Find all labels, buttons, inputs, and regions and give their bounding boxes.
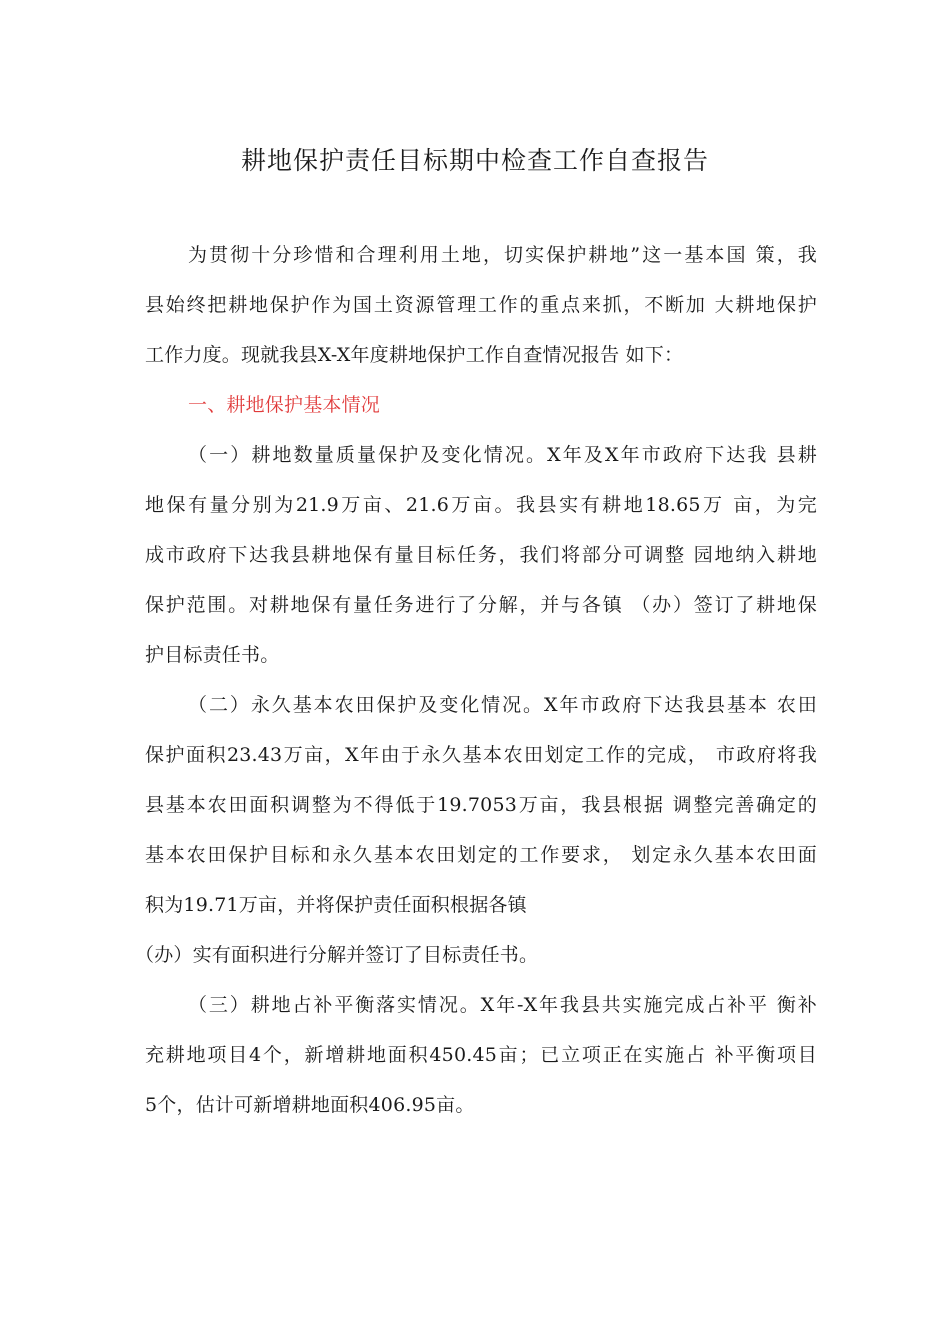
- paragraph-line: 保护范围。对耕地保有量任务进行了分解，并与各镇 （办）签订了耕地保: [145, 594, 817, 616]
- paragraph-line: 工作力度。现就我县X-X年度耕地保护工作自查情况报告 如下：: [145, 344, 684, 366]
- paragraph-line: 充耕地项目4个，新增耕地面积450.45亩；已立项正在实施占 补平衡项目: [145, 1044, 817, 1066]
- paragraph-line: 保护面积23.43万亩，X年由于永久基本农田划定工作的完成， 市政府将我: [145, 744, 817, 766]
- paragraph-line: （三）耕地占补平衡落实情况。X年-X年我县共实施完成占补平 衡补: [188, 994, 817, 1016]
- paragraph-line: 为贯彻十分珍惜和合理利用土地，切实保护耕地”这一基本国 策，我: [188, 244, 817, 266]
- paragraph-line: 县始终把耕地保护作为国土资源管理工作的重点来抓，不断加 大耕地保护: [145, 294, 817, 316]
- paragraph-line: 积为19.71万亩，并将保护责任面积根据各镇: [145, 894, 527, 916]
- paragraph-line: 地保有量分别为21.9万亩、21.6万亩。我县实有耕地18.65万 亩，为完: [145, 494, 817, 516]
- paragraph-line: 基本农田保护目标和永久基本农田划定的工作要求， 划定永久基本农田面: [145, 844, 817, 866]
- paragraph-line: （办）实有面积进行分解并签订了目标责任书。: [135, 944, 539, 966]
- document-title: 耕地保护责任目标期中检查工作自查报告: [240, 146, 709, 175]
- paragraph-line: 成市政府下达我县耕地保有量目标任务，我们将部分可调整 园地纳入耕地: [145, 544, 817, 566]
- paragraph-line: 护目标责任书。: [145, 644, 280, 666]
- paragraph-line: （一）耕地数量质量保护及变化情况。X年及X年市政府下达我 县耕: [188, 444, 817, 466]
- paragraph-line: 县基本农田面积调整为不得低于19.7053万亩，我县根据 调整完善确定的: [145, 794, 817, 816]
- paragraph-line: （二）永久基本农田保护及变化情况。X年市政府下达我县基本 农田: [188, 694, 817, 716]
- section-heading: 一、耕地保护基本情况: [188, 394, 381, 416]
- paragraph-line: 5个，估计可新增耕地面积406.95亩。: [145, 1094, 475, 1116]
